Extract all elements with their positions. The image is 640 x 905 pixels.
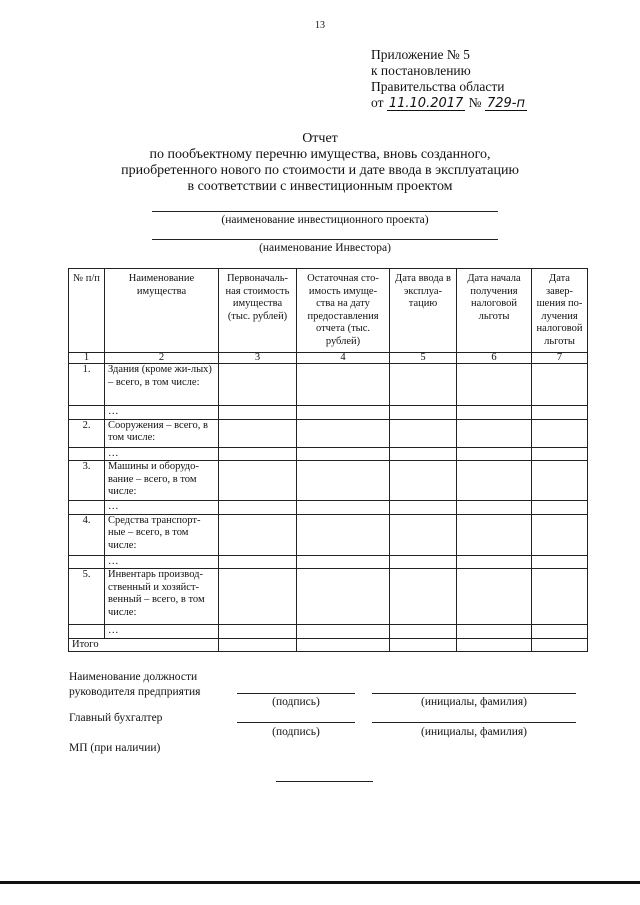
accountant-signature-caption: (подпись) [272,726,320,738]
col-header-name: Наименование имущества [105,269,219,353]
col-header-commission-date: Дата ввода в эксплуа-тацию [390,269,457,353]
table-cell [390,406,457,420]
table-cell [219,419,297,447]
table-cell [390,447,457,461]
col-number: 7 [532,353,588,364]
table-cell [532,419,588,447]
table-cell [219,501,297,515]
table-cell [219,406,297,420]
row-name: Сооружения – всего, в том числе: [105,419,219,447]
row-name: Средства транспорт-ные – всего, в том числе: [105,514,219,555]
table-cell [532,569,588,625]
table-cell [457,447,532,461]
handwritten-number: 729-п [486,96,525,111]
table-cell [532,447,588,461]
table-cell [532,406,588,420]
col-header-initial-cost: Первоначаль-ная стоимость имущества (тыс. рублей) [219,269,297,353]
director-signature-caption: (подпись) [272,696,320,708]
table-subrow [69,555,588,569]
table-subrow [69,625,588,639]
table-cell [297,555,390,569]
table-row [69,569,588,625]
table-cell [532,501,588,515]
table-cell [219,514,297,555]
row-ellipsis: … [105,555,219,569]
col-header-number: № п/п [69,269,105,353]
director-line-2: руководителя предприятия [69,686,201,698]
project-name-line [152,211,498,212]
table-cell [390,569,457,625]
col-number: 3 [219,353,297,364]
investor-name-caption: (наименование Инвестора) [259,242,391,254]
table-cell [457,461,532,501]
title-line-2: по пообъектному перечню имущества, вновь созданного, [149,147,491,162]
table-cell [219,447,297,461]
handwritten-date: 11.10.2017 [388,96,464,111]
table-cell [297,638,390,652]
property-table [68,268,588,652]
table-cell [390,638,457,652]
table-cell [69,555,105,569]
bottom-short-line [276,781,373,782]
title-line-4: в соответствии с инвестиционным проектом [187,179,453,194]
project-name-caption: (наименование инвестиционного проекта) [221,214,429,226]
director-name-caption: (инициалы, фамилия) [420,696,528,708]
appendix-line-2: к постановлению [371,63,471,78]
appendix-date-line [371,95,527,111]
report-title [0,131,640,195]
col-header-benefit-end: Дата завер-шения по-лучения налоговой льготы [532,269,588,353]
title-line-3: приобретенного нового по стоимости и дате ввода в эксплуатацию [121,163,519,178]
table-cell [390,625,457,639]
table-subrow [69,447,588,461]
table-cell [297,625,390,639]
row-number: 2. [69,419,105,447]
row-ellipsis: … [105,406,219,420]
column-number-row [69,353,588,364]
appendix-line-1: Приложение № 5 [371,47,470,62]
table-cell [219,638,297,652]
table-cell [532,514,588,555]
col-header-benefit-start: Дата начала получения налоговой льготы [457,269,532,353]
row-name: Инвентарь производ-ственный и хозяйст-венный – всего, в том числе: [105,569,219,625]
table-cell [457,514,532,555]
stamp-label: МП (при наличии) [69,742,161,754]
row-number: 1. [69,364,105,406]
table-cell [532,461,588,501]
table-cell [297,419,390,447]
table-cell [219,555,297,569]
table-row [69,461,588,501]
row-ellipsis: … [105,625,219,639]
accountant-name-line [372,722,576,723]
table-cell [532,555,588,569]
table-cell [532,625,588,639]
appendix-header [371,47,527,111]
table-cell [69,406,105,420]
page-number: 13 [315,20,325,31]
col-number: 1 [69,353,105,364]
table-subrow [69,501,588,515]
table-cell [390,461,457,501]
table-cell [390,555,457,569]
table-cell [69,501,105,515]
table-cell [69,625,105,639]
row-number: 3. [69,461,105,501]
table-cell [457,555,532,569]
total-label: Итого [69,638,219,652]
table-cell [297,406,390,420]
number-label: № [468,95,482,110]
row-number: 4. [69,514,105,555]
table-cell [297,514,390,555]
table-cell [457,364,532,406]
table-cell [297,461,390,501]
table-cell [457,419,532,447]
col-header-residual-cost: Остаточная сто-имость имуще-ства на дату предоставления отчета (тыс. рублей) [297,269,390,353]
director-title-label [69,670,200,700]
total-row [69,638,588,652]
table-cell [390,364,457,406]
table-cell [390,419,457,447]
table-cell [390,514,457,555]
from-label: от [371,95,384,110]
table-subrow [69,406,588,420]
row-name: Машины и оборудо-вание – всего, в том числе: [105,461,219,501]
table-cell [69,447,105,461]
accountant-signature-line [237,722,355,723]
table-cell [457,625,532,639]
accountant-name-caption: (инициалы, фамилия) [420,726,528,738]
investor-name-line [152,239,498,240]
row-ellipsis: … [105,501,219,515]
table-cell [457,501,532,515]
title-line-1: Отчет [302,131,338,146]
row-ellipsis: … [105,447,219,461]
table-cell [219,364,297,406]
table-cell [532,364,588,406]
table-cell [297,364,390,406]
director-signature-line [237,693,355,694]
col-number: 4 [297,353,390,364]
table-row [69,419,588,447]
table-cell [457,569,532,625]
col-number: 6 [457,353,532,364]
chief-accountant-label: Главный бухгалтер [69,712,163,724]
row-name: Здания (кроме жи-лых) – всего, в том числе: [105,364,219,406]
page-bottom-edge [0,881,640,884]
row-number: 5. [69,569,105,625]
director-line-1: Наименование должности [69,671,198,683]
table-cell [219,461,297,501]
col-number: 2 [105,353,219,364]
col-number: 5 [390,353,457,364]
table-cell [219,625,297,639]
table-row [69,514,588,555]
table-cell [390,501,457,515]
table-cell [297,447,390,461]
appendix-line-3: Правительства области [371,79,505,94]
table-cell [297,501,390,515]
header-row [69,269,588,353]
table-cell [457,406,532,420]
table-cell [219,569,297,625]
director-name-line [372,693,576,694]
table-cell [532,638,588,652]
table-row [69,364,588,406]
table-cell [297,569,390,625]
table-cell [457,638,532,652]
